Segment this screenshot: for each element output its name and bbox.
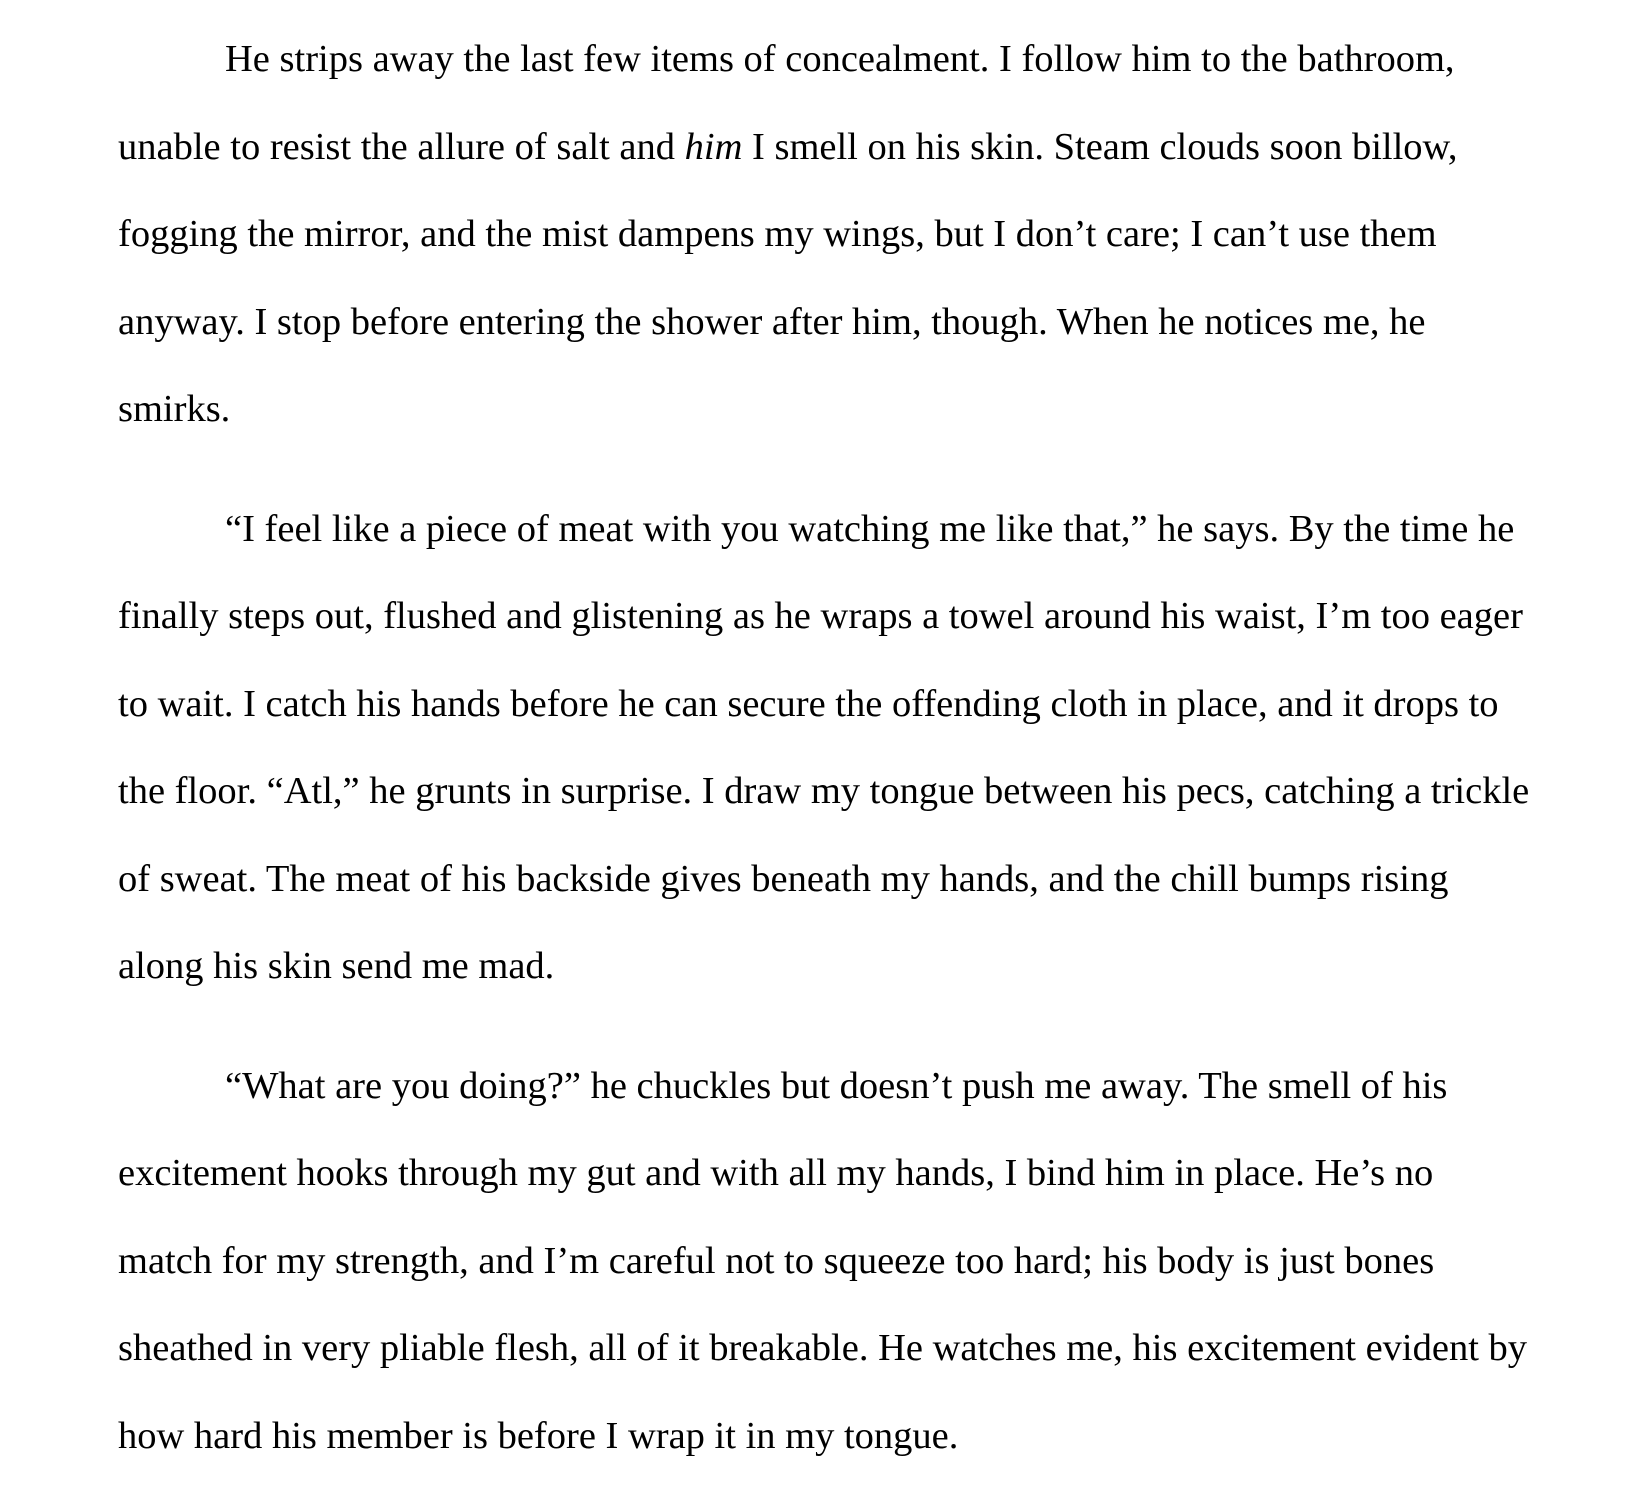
text-line — [118, 366, 1650, 454]
text-line — [118, 1130, 1650, 1218]
text-segment: unable to resist the allure of salt and — [118, 125, 685, 168]
text-line — [118, 191, 1650, 279]
text-line — [118, 104, 1650, 192]
text-line — [118, 486, 1650, 574]
text-line — [118, 573, 1650, 661]
text-segment: the floor. “Atl,” he grunts in surprise. I draw my tongue between his pecs, catching a trickle — [118, 770, 1530, 812]
text-segment: match for my strength, and I’m careful not to squeeze too hard; his body is just bones — [118, 1239, 1435, 1282]
text-line — [118, 279, 1650, 367]
italic-text: him — [684, 125, 743, 168]
text-line — [118, 1218, 1650, 1306]
text-line — [118, 923, 1650, 1011]
text-segment: sheathed in very pliable flesh, all of it breakable. He watches me, his excitement evident by — [118, 1327, 1528, 1369]
text-segment: smirks. — [118, 388, 231, 430]
text-segment: “What are you doing?” he chuckles but doesn’t push me away. The smell of his — [225, 1064, 1448, 1107]
text-line — [118, 748, 1650, 836]
text-segment: of sweat. The meat of his backside gives beneath my hands, and the chill bumps rising — [118, 857, 1449, 900]
text-line — [118, 661, 1650, 749]
text-segment: to wait. I catch his hands before he can secure the offending cloth in place, and it drops to — [118, 682, 1499, 725]
text-line — [118, 16, 1650, 104]
text-segment: along his skin send me mad. — [118, 945, 555, 987]
text-segment: I smell on his skin. Steam clouds soon billow, — [742, 125, 1458, 168]
text-segment: how hard his member is before I wrap it in my tongue. — [118, 1414, 959, 1457]
text-line — [118, 1305, 1650, 1393]
paragraph — [118, 486, 1650, 1011]
paragraph — [118, 16, 1650, 454]
text-line — [118, 836, 1650, 924]
paragraph — [118, 1043, 1650, 1481]
text-segment: He strips away the last few items of concealment. I follow him to the bathroom, — [225, 38, 1455, 80]
text-line — [118, 1393, 1650, 1481]
text-segment: anyway. I stop before entering the shower after him, though. When he notices me, he — [118, 300, 1426, 343]
text-segment: finally steps out, flushed and glistening as he wraps a towel around his waist, I’m too eager — [118, 595, 1523, 637]
text-segment: fogging the mirror, and the mist dampens my wings, but I don’t care; I can’t use them — [118, 213, 1437, 255]
text-line — [118, 1043, 1650, 1131]
text-segment: “I feel like a piece of meat with you watching me like that,” he says. By the time he — [225, 507, 1515, 550]
text-segment: excitement hooks through my gut and with all my hands, I bind him in place. He’s no — [118, 1152, 1434, 1194]
